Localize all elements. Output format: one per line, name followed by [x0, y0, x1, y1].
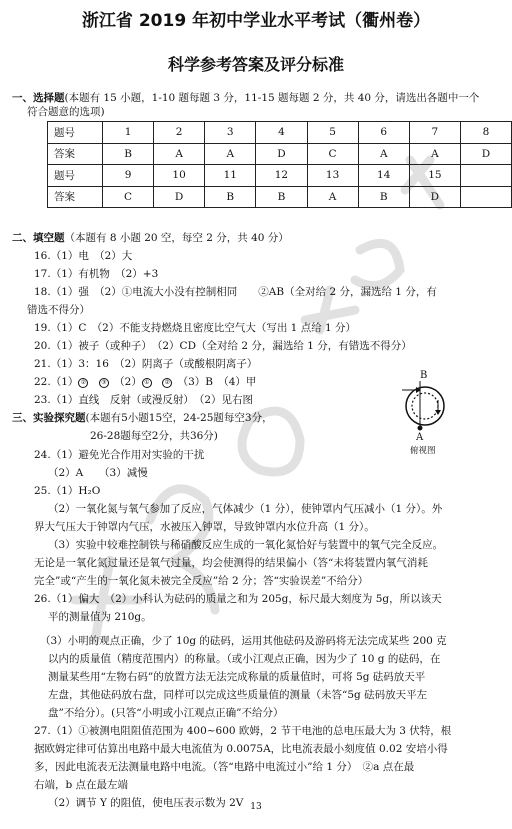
figure-caption: 俯视图 [410, 446, 436, 456]
table-cell: 9 [103, 165, 154, 187]
section1-intro [12, 90, 479, 105]
answer-line: 以内的质量值（精度范围内）的称量。（或小江观点正确，因为少了 10 g 的砝码，在 [48, 653, 441, 665]
answer-line: 无论是一氧化氮过量还是氧气过量，均会使测得的结果偏小（答“未将装置内氧气消耗 [34, 557, 428, 569]
table-cell: D [460, 143, 511, 165]
answer-line-22 [34, 374, 256, 389]
table-cell: 题号 [48, 122, 103, 144]
table-cell: C [307, 143, 358, 165]
circled-2-icon: ② [78, 378, 88, 388]
circled-3-icon: ③ [99, 378, 109, 388]
answer-line: 测量某些用“左物右码”的放置方法无法完成称量的质量值时，可将 5g 砝码放天平 [48, 671, 426, 683]
answer-line: 右端，b 点在最左端 [34, 779, 129, 791]
table-cell: 13 [307, 165, 358, 187]
table-cell: C [103, 186, 154, 208]
section3-heading: 三、实验探究题 [12, 412, 86, 424]
table-cell: D [256, 143, 307, 165]
table-cell: B [205, 186, 256, 208]
section2-intro [12, 230, 289, 245]
table-cell: 15 [409, 165, 460, 187]
table-cell: 答案 [48, 143, 103, 165]
table-cell: 5 [307, 122, 358, 144]
circular-mirror-icon [398, 378, 458, 434]
answer-line: 19.（1）C （2）不能支持燃烧且密度比空气大（写出 1 点给 1 分） [34, 322, 357, 334]
section1-desc: (本题有 15 小题，1-10 题每题 3 分，11-15 题每题 2 分，共 40 分，请选出各题中一个 [64, 92, 480, 104]
answer-line: 错选不得分） [27, 304, 90, 316]
table-cell: 题号 [48, 165, 103, 187]
section3-intro [12, 410, 273, 425]
page-number: 13 [250, 802, 262, 812]
answer-line: 24.（1）避免光合作用对实验的干扰 [34, 449, 205, 461]
answer-line: 23.（1）直线 反射（或漫反射） （2）见右图 [34, 394, 254, 406]
table-cell: B [358, 186, 409, 208]
section2-desc: （本题有 8 小题 20 空，每空 2 分，共 40 分） [64, 232, 289, 244]
table-cell [460, 186, 511, 208]
section2-heading: 二、填空题 [12, 232, 65, 244]
answer-line: 26.（1）偏大 （2）小科认为砝码的质量之和为 205g，标尺最大刻度为 5g，所以该天 [34, 593, 442, 605]
table-cell: A [307, 186, 358, 208]
document-subtitle: 科学参考答案及评分标准 [167, 55, 344, 74]
table-row [48, 186, 512, 208]
table-cell: 3 [205, 122, 256, 144]
table-row [48, 165, 512, 187]
table-cell: 14 [358, 165, 409, 187]
table-cell: 8 [460, 122, 511, 144]
answer-line: （2）调节 Y 的阻值，使电压表示数为 2V [48, 797, 244, 809]
answer-line: 平的测量值为 210g。 [48, 611, 152, 623]
table-cell: 2 [154, 122, 205, 144]
answer-line: 完全”或“产生的一氧化氮未被完全反应”给 2 分；答“实验误差”不给分） [34, 575, 369, 587]
table-cell: A [154, 143, 205, 165]
table-cell: 6 [358, 122, 409, 144]
table-cell: A [409, 143, 460, 165]
answer-table [47, 121, 512, 208]
table-cell: A [358, 143, 409, 165]
mirror-figure [398, 370, 458, 456]
section3-desc-2: 26-28题每空2分，共36分) [90, 430, 218, 442]
figure-label-b: B [420, 370, 428, 381]
document-title: 浙江省 2019 年初中学业水平考试（衢州卷） [81, 11, 431, 31]
answer-line: （3）小明的观点正确，少了 10g 的砝码，运用其他砝码及游码将无法完成某些 200 克 [40, 635, 447, 647]
section3-desc: (本题有5小题15空，24-25题每空3分， [85, 412, 273, 424]
q22-rest: （3）B （4）甲 [182, 376, 257, 388]
answer-line: 27.（1）①被测电阻阻值范围为 400~600 欧姆，2 节干电池的总电压最大为 3 伏特，根 [34, 725, 452, 737]
answer-line: 左盘，其他砝码放右盘，同样可以完成这些质量值的测量（未答“5g 砝码放天平左 [48, 689, 428, 701]
answer-line: 界大气压大于钟罩内气压，水被压入钟罩，导致钟罩内水位升高（1 分）。 [34, 521, 375, 533]
table-cell: D [409, 186, 460, 208]
table-row [48, 143, 512, 165]
answer-line: 多，因此电流表无法测量电路中电流。（答“电路中电流过小”给 1 分） ②a 点在最 [34, 761, 415, 773]
table-cell: A [205, 143, 256, 165]
figure-label-a: A [416, 432, 424, 443]
answer-line: 18.（1）强 （2）①电流大小没有控制相同 ②AB（全对给 2 分，漏选给 1 分，有 [34, 286, 437, 298]
circled-1-icon: ① [142, 378, 152, 388]
answer-line: 盘”不给分）。(只答“小明或小江观点正确”不给分） [48, 707, 284, 719]
q22-prefix: 22.（1） [34, 376, 79, 388]
section1-desc-2: 符合题意的选项) [27, 106, 105, 118]
answer-line: 据欧姆定律可估算出电路中最大电流值为 0.0075A，比电流表最小刻度值 0.02 安培小得 [34, 743, 448, 755]
answer-line: 16.（1）电 （2）大 [34, 250, 133, 262]
answer-line: 20.（1）被子（或种子） （2）CD（全对给 2 分，漏选给 1 分，有错选不得分） [34, 340, 412, 352]
table-cell: B [256, 186, 307, 208]
table-cell: D [154, 186, 205, 208]
table-cell: 11 [205, 165, 256, 187]
answer-line: 25.（1）H₂O [34, 485, 101, 497]
answer-line: 21.（1）3：16 （2）阴离子（或酸根阴离子） [34, 358, 258, 370]
table-cell: 10 [154, 165, 205, 187]
table-cell: 7 [409, 122, 460, 144]
answer-line: （2）A （3）减慢 [48, 467, 148, 479]
table-cell: 答案 [48, 186, 103, 208]
section1-heading: 一、选择题 [12, 92, 65, 104]
table-cell: 4 [256, 122, 307, 144]
table-cell: 1 [103, 122, 154, 144]
circled-2-icon: ② [162, 378, 172, 388]
table-row [48, 122, 512, 144]
table-cell [460, 165, 511, 187]
answer-line: （3）实验中较难控制铁与稀硝酸反应生成的一氧化氮恰好与装置中的氧气完全反应。 [48, 539, 444, 551]
table-cell: 12 [256, 165, 307, 187]
table-cell: B [103, 143, 154, 165]
q22-part2: （2） [119, 376, 142, 388]
answer-line: 17.（1）有机物 （2）+3 [34, 268, 159, 280]
answer-line: （2）一氧化氮与氧气参加了反应，气体减少（1 分），使钟罩内气压减小（1 分）。外 [48, 503, 443, 515]
